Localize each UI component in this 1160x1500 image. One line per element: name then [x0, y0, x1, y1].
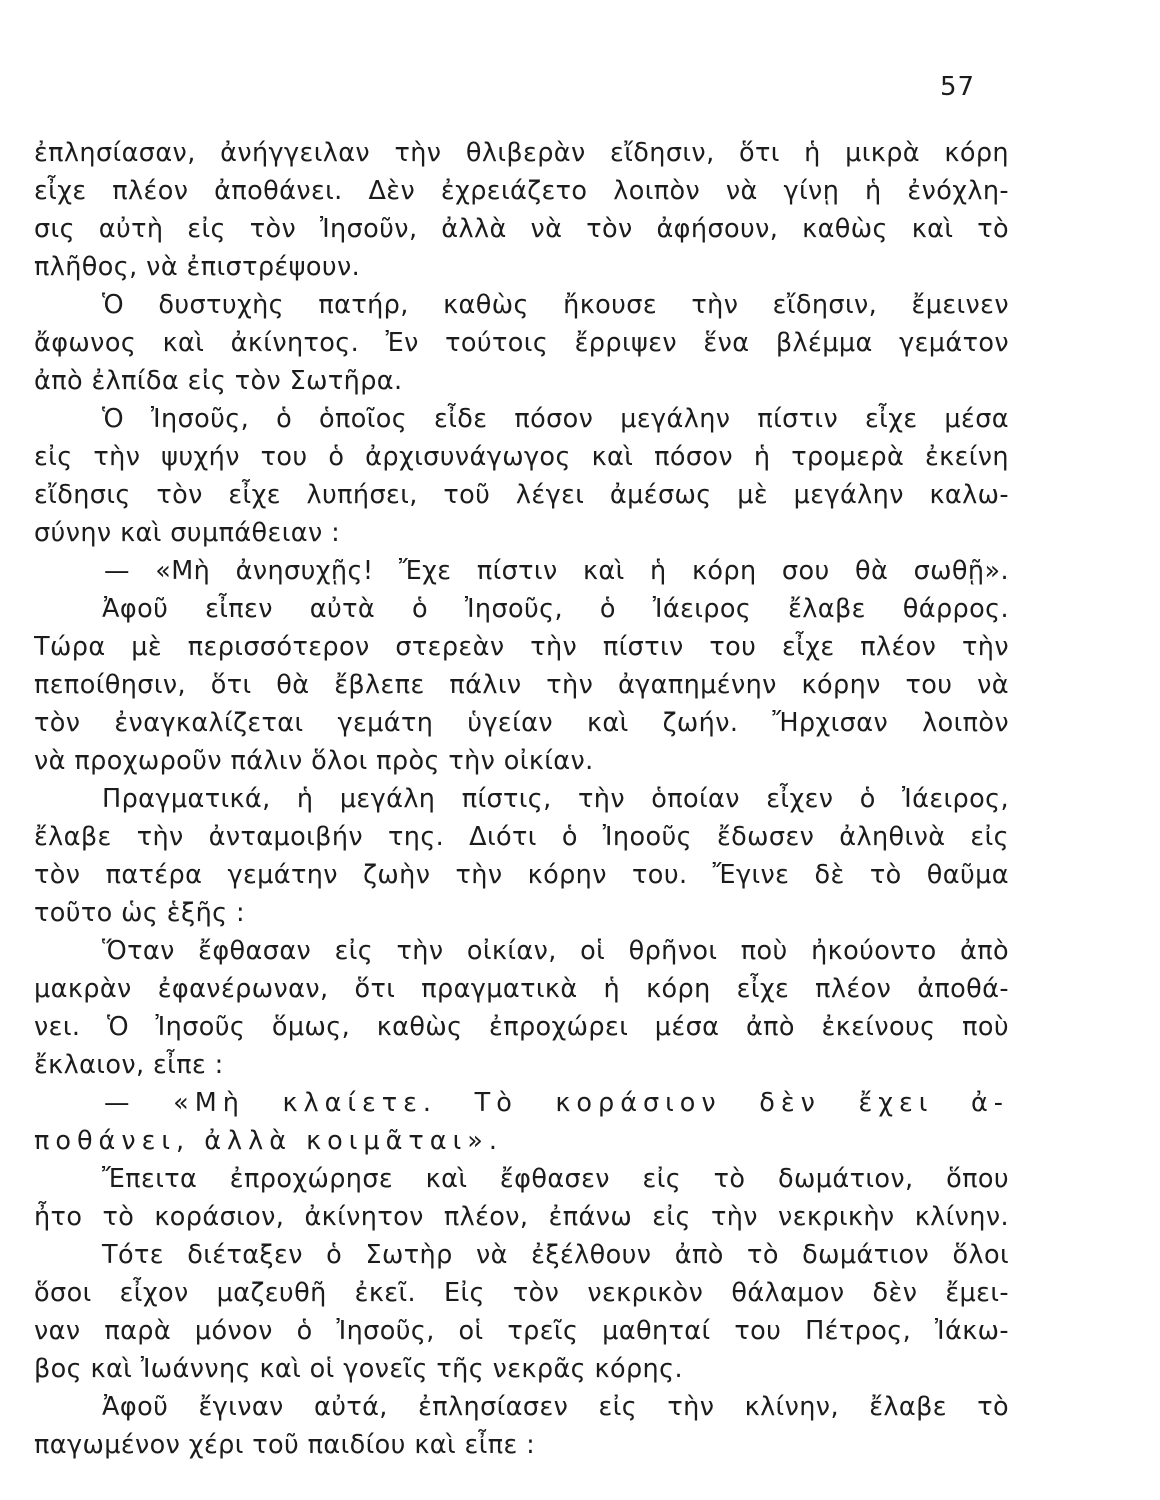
paragraph-start: Ὅταν ἔφθασαν εἰς τὴν οἰκίαν, οἱ θρῆνοι ποὺ ἠκούοντο ἀπὸ — [102, 936, 1009, 966]
text-line: πλῆθος, νὰ ἐπιστρέψουν. — [34, 252, 361, 282]
text-line: νὰ προχωροῦν πάλιν ὅλοι πρὸς τὴν οἰκίαν. — [34, 746, 594, 776]
paragraph-start: Ἔπειτα ἐπροχώρησε καὶ ἔφθασεν εἰς τὸ δωμάτιον, ὅπου — [102, 1164, 1009, 1194]
text-line: ἐπλησίασαν, ἀνήγγειλαν τὴν θλιβερὰν εἴδησιν, ὅτι ἡ μικρὰ κόρη — [34, 138, 1009, 168]
text-line: ναν παρὰ μόνον ὁ Ἰησοῦς, οἱ τρεῖς μαθηταί του Πέτρος, Ἰάκω- — [34, 1316, 1009, 1346]
paragraph-start: Ὁ Ἰησοῦς, ὁ ὁποῖος εἶδε πόσον μεγάλην πίστιν εἶχε μέσα — [102, 404, 1009, 434]
paragraph-start: Ὁ δυστυχὴς πατήρ, καθὼς ἤκουσε τὴν εἴδησιν, ἔμεινεν — [102, 290, 1009, 320]
paragraph-start: Ἀφοῦ εἶπεν αὐτὰ ὁ Ἰησοῦς, ὁ Ἰάειρος ἔλαβε θάρρος. — [102, 594, 1009, 624]
dialogue-line: — «Μὴ κλαίετε. Τὸ κοράσιον δὲν ἔχει ἀ- — [104, 1088, 1009, 1118]
text-line: εἰς τὴν ψυχήν του ὁ ἀρχισυνάγωγος καὶ πόσον ἡ τρομερὰ ἐκείνη — [34, 442, 1009, 472]
text-line: πεποίθησιν, ὅτι θὰ ἔβλεπε πάλιν τὴν ἀγαπημένην κόρην του νὰ — [34, 670, 1009, 700]
text-line: σις αὐτὴ εἰς τὸν Ἰησοῦν, ἀλλὰ νὰ τὸν ἀφήσουν, καθὼς καὶ τὸ — [34, 214, 1009, 244]
paragraph-start: Πραγματικά, ἡ μεγάλη πίστις, τὴν ὁποίαν εἶχεν ὁ Ἰάειρος, — [102, 784, 1009, 814]
text-line: τοῦτο ὡς ἑξῆς : — [34, 898, 246, 928]
text-line: ἄφωνος καὶ ἀκίνητος. Ἐν τούτοις ἔρριψεν ἕνα βλέμμα γεμάτον — [34, 328, 1009, 358]
text-line: παγωμένον χέρι τοῦ παιδίου καὶ εἶπε : — [34, 1430, 536, 1460]
text-line: νει. Ὁ Ἰησοῦς ὅμως, καθὼς ἐπροχώρει μέσα ἀπὸ ἐκείνους ποὺ — [34, 1012, 1009, 1042]
text-line: μακρὰν ἐφανέρωναν, ὅτι πραγματικὰ ἡ κόρη εἶχε πλέον ἀποθά- — [34, 974, 1009, 1004]
paragraph-start: Τότε διέταξεν ὁ Σωτὴρ νὰ ἐξέλθουν ἀπὸ τὸ δωμάτιον ὅλοι — [102, 1240, 1009, 1270]
text-line: εἴδησις τὸν εἶχε λυπήσει, τοῦ λέγει ἀμέσως μὲ μεγάλην καλω- — [34, 480, 1009, 510]
dialogue-line: — «Μὴ ἀνησυχῇς! Ἔχε πίστιν καὶ ἡ κόρη σου θὰ σωθῇ». — [104, 556, 1009, 586]
page-number: 57 — [940, 72, 976, 102]
text-line: ἔλαβε τὴν ἀνταμοιβήν της. Διότι ὁ Ἰηοοῦς ἔδωσεν ἀληθινὰ εἰς — [34, 822, 1009, 852]
paragraph-start: Ἀφοῦ ἔγιναν αὐτά, ἐπλησίασεν εἰς τὴν κλίνην, ἔλαβε τὸ — [102, 1392, 1009, 1422]
text-line: βος καὶ Ἰωάννης καὶ οἱ γονεῖς τῆς νεκρᾶς κόρης. — [34, 1354, 683, 1384]
text-line: εἶχε πλέον ἀποθάνει. Δὲν ἐχρειάζετο λοιπὸν νὰ γίνῃ ἡ ἐνόχλη- — [34, 176, 1009, 206]
text-line: τὸν πατέρα γεμάτην ζωὴν τὴν κόρην του. Ἔγινε δὲ τὸ θαῦμα — [34, 860, 1009, 890]
text-line: τὸν ἐναγκαλίζεται γεμάτη ὑγείαν καὶ ζωήν. Ἤρχισαν λοιπὸν — [34, 708, 1009, 738]
dialogue-line: ποθάνει, ἀλλὰ κοιμᾶται». — [34, 1126, 503, 1156]
text-line: ἦτο τὸ κοράσιον, ἀκίνητον πλέον, ἐπάνω εἰς τὴν νεκρικὴν κλίνην. — [34, 1202, 1009, 1232]
text-line: σύνην καὶ συμπάθειαν : — [34, 518, 341, 548]
text-line: ὅσοι εἶχον μαζευθῆ ἐκεῖ. Εἰς τὸν νεκρικὸν θάλαμον δὲν ἔμει- — [34, 1278, 1009, 1308]
text-line: ἀπὸ ἐλπίδα εἰς τὸν Σωτῆρα. — [34, 366, 403, 396]
body-text — [34, 134, 1009, 1464]
text-line: Τώρα μὲ περισσότερον στερεὰν τὴν πίστιν του εἶχε πλέον τὴν — [34, 632, 1009, 662]
text-line: ἔκλαιον, εἶπε : — [34, 1050, 224, 1080]
